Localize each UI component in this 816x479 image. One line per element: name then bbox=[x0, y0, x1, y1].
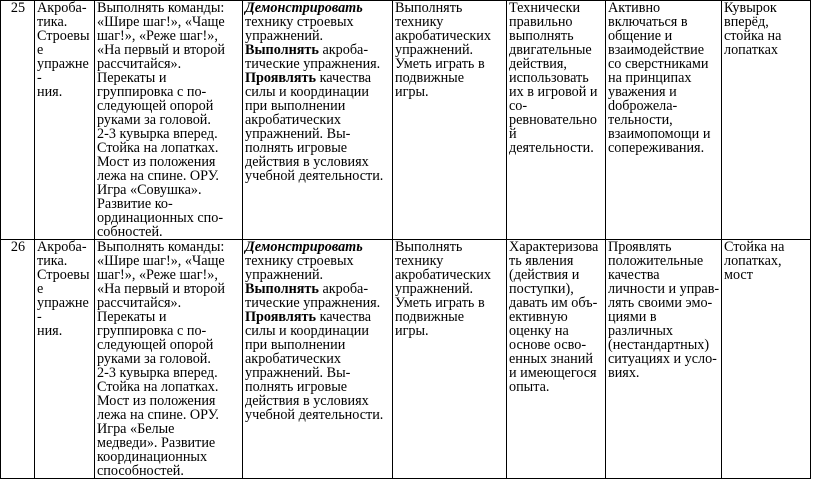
topic-cell: Акроба- тика. Строевые упражне- ния. bbox=[35, 1, 95, 240]
activity-keyword: Проявлять bbox=[245, 309, 317, 325]
activity-keyword: Выполнять bbox=[245, 281, 319, 297]
table-row bbox=[1, 1, 811, 240]
activity-keyword: Демонстрировать bbox=[245, 239, 363, 255]
activity-cell: Демонстрировать технику строевых упражнений. Выполнять акроба- тические упражнения. Проявлять качества силы и координации при выполнении акробатических упражнений. Вы- полнять игровые действия в условиях учебной деятельности. bbox=[243, 1, 393, 240]
activity-keyword: Проявлять bbox=[245, 70, 317, 86]
table-row bbox=[1, 240, 811, 479]
personal-results-cell: Проявлять положительные качества личности и управ- лять своими эмо- циями в различных (нестандартных) ситуациях и усло- виях. bbox=[606, 240, 722, 479]
control-cell: Кувырок вперёд, стойка на лопатках bbox=[722, 1, 811, 240]
activity-keyword: Выполнять bbox=[245, 42, 319, 58]
subject-results-cell: Выполнять технику акробатических упражнений. Уметь играть в подвижные игры. bbox=[393, 1, 507, 240]
lesson-number-cell: 25 bbox=[1, 1, 35, 240]
topic-cell: Акроба- тика. Строевые упражне- ния. bbox=[35, 240, 95, 479]
control-cell: Стойка на лопатках, мост bbox=[722, 240, 811, 479]
content-cell: Выполнять команды: «Шире шаг!», «Чаще шаг!», «Реже шаг!», «На первый и второй рассчитайся». Перекаты и группировка с по- следующей опорой руками за головой. 2-3 кувырка вперед. Стойка на лопатках. Мост из положения лежа на спине. ОРУ. Игра «Белые медведи». Развитие координационных способностей. bbox=[95, 240, 243, 479]
meta-results-cell: Технически правильно выполнять двигательные действия, использовать их в игровой и со- ревновательно й деятельности. bbox=[507, 1, 606, 240]
activity-keyword: Демонстрировать bbox=[245, 0, 363, 16]
subject-results-cell: Выполнять технику акробатических упражнений. Уметь играть в подвижные игры. bbox=[393, 240, 507, 479]
content-cell: Выполнять команды: «Шире шаг!», «Чаще шаг!», «Реже шаг!», «На первый и второй рассчитайся». Перекаты и группировка с по- следующей опорой руками за головой. 2-3 кувырка вперед. Стойка на лопатках. Мост из положения лежа на спине. ОРУ. Игра «Совушка». Развитие ко- ординационных спо- собностей. bbox=[95, 1, 243, 240]
lesson-number-cell: 26 bbox=[1, 240, 35, 479]
meta-results-cell: Характеризова ть явления (действия и поступки), давать им объ- ективную оценку на основе осво- енных знаний и имеющегося опыта. bbox=[507, 240, 606, 479]
activity-cell: Демонстрировать технику строевых упражнений. Выполнять акроба- тические упражнения. Проявлять качества силы и координации при выполнении акробатических упражнений. Вы- полнять игровые действия в условиях учебной деятельности. bbox=[243, 240, 393, 479]
personal-results-cell: Активно включаться в общение и взаимодействие со сверстниками на принципах уважения и dоброжела- тельности, взаимопомощи и сопереживания. bbox=[606, 1, 722, 240]
